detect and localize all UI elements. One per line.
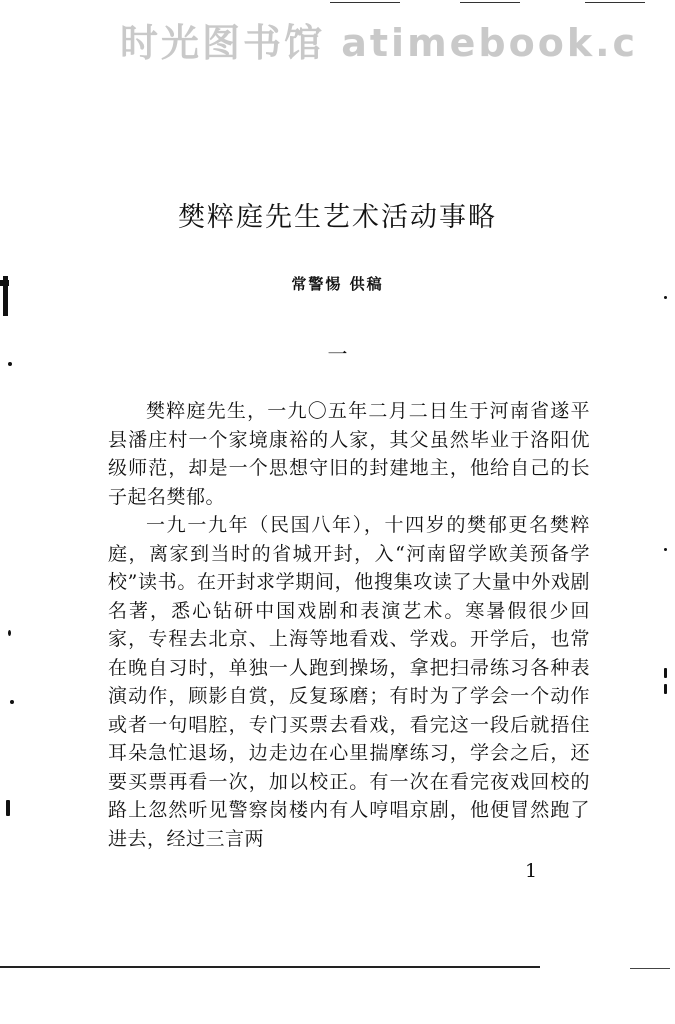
article-title: 樊粹庭先生艺术活动事略 [178,202,497,233]
scan-speck [664,668,667,678]
page-number: 1 [525,860,538,882]
bottom-rule [630,968,670,969]
scan-speck [664,548,667,551]
scan-speck [664,684,667,694]
paragraph: 一九一九年（民国八年），十四岁的樊郁更名樊粹庭，离家到当时的省城开封，入“河南留学欧美预备学校”读书。在开封求学期间，他搜集攻读了大量中外戏剧名著，悉心钻研中国戏剧和表演艺术。寒暑假很少回家，专程去北京、上海等地看戏、学戏。开学后，也常在晚自习时，单独一人跑到操场，拿把扫帚练习各种表演动作，顾影自赏，反复琢磨；有时为了学会一个动作或者一句唱腔，专门买票去看戏，看完这一段后就捂住耳朵急忙退场，边走边在心里揣摩练习，学会之后，还要买票再看一次，加以校正。有一次在看完夜戏回校的路上忽然听见警察岗楼内有人哼唱京剧，他便冒然跑了进去，经过三言两 [108,514,590,850]
top-rule [585,2,645,3]
scan-speck [664,296,667,299]
top-rule [330,2,400,3]
binding-mark [0,272,12,320]
scan-speck [8,362,12,366]
paragraph: 樊粹庭先生，一九〇五年二月二日生于河南省遂平县潘庄村一个家境康裕的人家，其父虽然毕业于洛阳优级师范，却是一个思想守旧的封建地主，他给自己的长子起名樊郁。 [108,400,590,508]
author-credit: 常警惕 供稿 [291,275,384,293]
scan-speck [10,700,14,704]
article-body [108,397,590,853]
scan-speck [8,630,11,636]
scan-speck [6,800,10,816]
top-rule [460,2,520,3]
section-number: 一 [327,342,348,366]
watermark: 时光图书馆 atimebook.c [120,21,639,65]
bottom-rule [0,966,540,968]
